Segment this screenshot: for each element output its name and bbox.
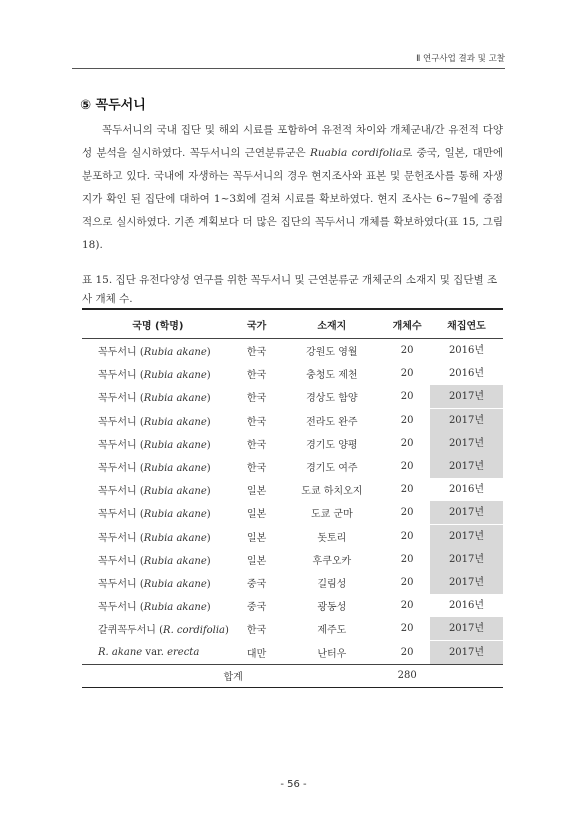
table-row <box>82 362 503 385</box>
species-name-suffix: ) <box>206 509 211 521</box>
cell-name <box>82 362 234 385</box>
cell-year <box>430 409 503 432</box>
cell-country: 중국 <box>246 578 267 590</box>
cell-country: 중국 <box>246 602 267 614</box>
cell-name <box>82 594 234 617</box>
cell-name <box>82 339 234 363</box>
cell-location: 돗토리 <box>317 532 347 544</box>
cell-year <box>430 432 503 455</box>
species-common-name: 꼭두서니 ( <box>98 393 144 405</box>
table-row <box>82 455 503 478</box>
cell-country: 일본 <box>246 532 267 544</box>
year-value: 2017년 <box>430 525 503 548</box>
species-scientific-name: Rubia akane <box>143 370 207 382</box>
cell-name <box>82 455 234 478</box>
cell-location: 광동성 <box>317 602 347 614</box>
year-value: 2017년 <box>430 641 503 664</box>
total-count: 280 <box>384 664 430 687</box>
cell-name <box>82 617 234 640</box>
species-scientific-name: Rubia akane <box>143 602 207 614</box>
year-value: 2016년 <box>448 368 485 380</box>
year-value: 2017년 <box>430 548 503 571</box>
species-scientific-name: R. cordifolia <box>163 625 226 637</box>
header-country: 국가 <box>234 309 280 339</box>
species-scientific-name: Rubia akane <box>143 463 207 475</box>
table-caption: 표 15. 집단 유전다양성 연구를 위한 꼭두서니 및 근연분류군 개체군의 소재지 및 집단별 조사 개체 수. <box>82 274 498 305</box>
cell-year <box>430 525 503 548</box>
cell-name <box>82 548 234 571</box>
species-name-suffix: var. <box>142 646 168 658</box>
species-scientific-name: Rubia akane <box>143 555 207 567</box>
species-name-suffix: ) <box>225 625 229 637</box>
year-value: 2017년 <box>430 571 503 594</box>
table-row <box>82 617 503 640</box>
cell-location: 경기도 양평 <box>306 439 358 451</box>
species-name-suffix: ) <box>206 486 211 498</box>
cell-country: 대만 <box>246 648 267 660</box>
species-scientific-name: R. akane <box>98 646 143 658</box>
table-row <box>82 571 503 594</box>
species-name-suffix: ) <box>206 370 211 382</box>
cell-count: 20 <box>400 646 414 658</box>
table-row <box>82 432 503 455</box>
table-row <box>82 478 503 501</box>
total-row <box>82 664 503 687</box>
table-row <box>82 339 503 363</box>
species-name-suffix: ) <box>206 393 211 405</box>
cell-name <box>82 525 234 548</box>
population-table <box>82 308 503 688</box>
cell-country: 한국 <box>246 439 267 451</box>
cell-year <box>430 339 503 363</box>
cell-location: 충청도 제천 <box>306 370 358 382</box>
cell-year <box>430 385 503 408</box>
cell-country: 한국 <box>246 370 267 382</box>
paragraph-part1: 꼭두서니의 국내 집단 및 해외 시료를 포함하여 유전적 차이와 개체군내/간 유전적 다양성 분석을 실시하였다. 꼭두서니의 근연분류군은 <box>82 124 503 159</box>
cell-count: 20 <box>400 553 414 565</box>
total-label: 합계 <box>82 664 384 687</box>
species-name-suffix: ) <box>206 463 211 475</box>
species-scientific-name: Rubia akane <box>143 347 207 359</box>
year-value: 2016년 <box>448 345 485 357</box>
running-header: Ⅱ 연구사업 결과 및 고찰 <box>416 54 505 64</box>
species-scientific-name: Rubia akane <box>143 393 207 405</box>
cell-location: 후쿠오카 <box>312 555 352 567</box>
year-value: 2017년 <box>430 409 503 432</box>
cell-country: 한국 <box>246 347 267 359</box>
species-common-name: 꼭두서니 ( <box>98 370 144 382</box>
cell-location: 경기도 여주 <box>306 463 358 475</box>
header-location: 소재지 <box>279 309 384 339</box>
table-header-row <box>82 309 503 339</box>
species-common-name: 꼭두서니 ( <box>98 347 144 359</box>
year-value: 2017년 <box>430 385 503 408</box>
cell-location: 경상도 함양 <box>306 393 358 405</box>
year-value: 2017년 <box>430 501 503 524</box>
cell-country: 한국 <box>246 393 267 405</box>
species-scientific-name: Rubia akane <box>143 532 207 544</box>
cell-count: 20 <box>400 484 414 496</box>
cell-location: 제주도 <box>317 625 347 637</box>
paragraph-part2: 로 중국, 일본, 대만에 분포하고 있다. 국내에 자생하는 꼭두서니의 경우 현지조사와 표본 및 문헌조사를 통해 자생지가 확인 된 집단에 대하여 1~3회에 걸쳐 시료를 확보하였다. 현지 조사는 6~7월에 중점적으로 실시하였다. 기존 계획보다 더 많은 집단의 꼭두서니 개체를 확보하였다(표 15, 그림 18). <box>82 147 503 251</box>
species-name-suffix: ) <box>206 347 211 359</box>
header-count: 개체수 <box>384 309 430 339</box>
cell-year <box>430 571 503 594</box>
total-empty <box>430 664 503 687</box>
table-row <box>82 594 503 617</box>
body-paragraph <box>82 119 503 257</box>
species-name-suffix: ) <box>206 602 211 614</box>
cell-count: 20 <box>400 530 414 542</box>
species-scientific-name: Rubia akane <box>143 416 207 428</box>
header-name: 국명 (학명) <box>82 309 234 339</box>
table-row <box>82 548 503 571</box>
cell-year <box>430 501 503 524</box>
table-row <box>82 409 503 432</box>
species-common-name: 꼭두서니 ( <box>98 532 144 544</box>
cell-location: 길림성 <box>317 578 347 590</box>
page-number: - 56 - <box>280 779 307 790</box>
cell-location: 도쿄 하치오지 <box>301 486 363 498</box>
year-value: 2017년 <box>430 455 503 478</box>
paragraph-species: Ruabia cordifolia <box>309 147 403 159</box>
species-scientific-name: Rubia akane <box>143 439 207 451</box>
species-common-name: 꼭두서니 ( <box>98 416 144 428</box>
cell-year <box>430 478 503 501</box>
cell-country: 한국 <box>246 463 267 475</box>
cell-country: 일본 <box>246 555 267 567</box>
year-value: 2016년 <box>448 600 485 612</box>
cell-count: 20 <box>400 600 414 612</box>
cell-country: 한국 <box>246 416 267 428</box>
cell-name <box>82 409 234 432</box>
species-name-suffix: ) <box>206 532 211 544</box>
cell-year <box>430 617 503 640</box>
species-common-name: 꼭두서니 ( <box>98 509 144 521</box>
cell-count: 20 <box>400 623 414 635</box>
species-variety-name: erecta <box>167 646 200 658</box>
species-common-name: 꼭두서니 ( <box>98 463 144 475</box>
cell-name <box>82 640 234 664</box>
cell-location: 도쿄 군마 <box>310 509 353 521</box>
year-value: 2016년 <box>448 484 485 496</box>
species-common-name: 갈퀴꼭두서니 ( <box>98 625 164 637</box>
cell-country: 일본 <box>246 486 267 498</box>
table-row <box>82 640 503 664</box>
species-name-suffix: ) <box>206 555 211 567</box>
cell-count: 20 <box>400 368 414 380</box>
cell-location: 난터우 <box>317 648 347 660</box>
species-name-suffix: ) <box>206 439 211 451</box>
species-common-name: 꼭두서니 ( <box>98 439 144 451</box>
header-year: 채집연도 <box>430 309 503 339</box>
species-name-suffix: ) <box>206 416 211 428</box>
cell-name <box>82 385 234 408</box>
table-row <box>82 501 503 524</box>
section-title: ⑤ 꼭두서니 <box>80 98 146 113</box>
cell-count: 20 <box>400 391 414 403</box>
cell-year <box>430 455 503 478</box>
species-common-name: 꼭두서니 ( <box>98 602 144 614</box>
species-scientific-name: Rubia akane <box>143 486 207 498</box>
year-value: 2017년 <box>430 617 503 640</box>
cell-count: 20 <box>400 437 414 449</box>
cell-name <box>82 571 234 594</box>
species-common-name: 꼭두서니 ( <box>98 555 144 567</box>
table-row <box>82 525 503 548</box>
species-common-name: 꼭두서니 ( <box>98 486 144 498</box>
cell-year <box>430 548 503 571</box>
species-scientific-name: Rubia akane <box>143 578 207 590</box>
cell-country: 일본 <box>246 509 267 521</box>
cell-count: 20 <box>400 576 414 588</box>
cell-year <box>430 362 503 385</box>
species-common-name: 꼭두서니 ( <box>98 578 144 590</box>
species-scientific-name: Rubia akane <box>143 509 207 521</box>
table-row <box>82 385 503 408</box>
cell-location: 전라도 완주 <box>306 416 358 428</box>
header-rule <box>72 68 505 69</box>
cell-count: 20 <box>400 507 414 519</box>
species-name-suffix: ) <box>206 578 211 590</box>
year-value: 2017년 <box>430 432 503 455</box>
cell-location: 강원도 영월 <box>306 347 358 359</box>
cell-count: 20 <box>400 414 414 426</box>
cell-count: 20 <box>400 345 414 357</box>
cell-name <box>82 478 234 501</box>
cell-year <box>430 640 503 664</box>
cell-year <box>430 594 503 617</box>
cell-name <box>82 501 234 524</box>
cell-count: 20 <box>400 461 414 473</box>
cell-name <box>82 432 234 455</box>
cell-country: 한국 <box>246 625 267 637</box>
